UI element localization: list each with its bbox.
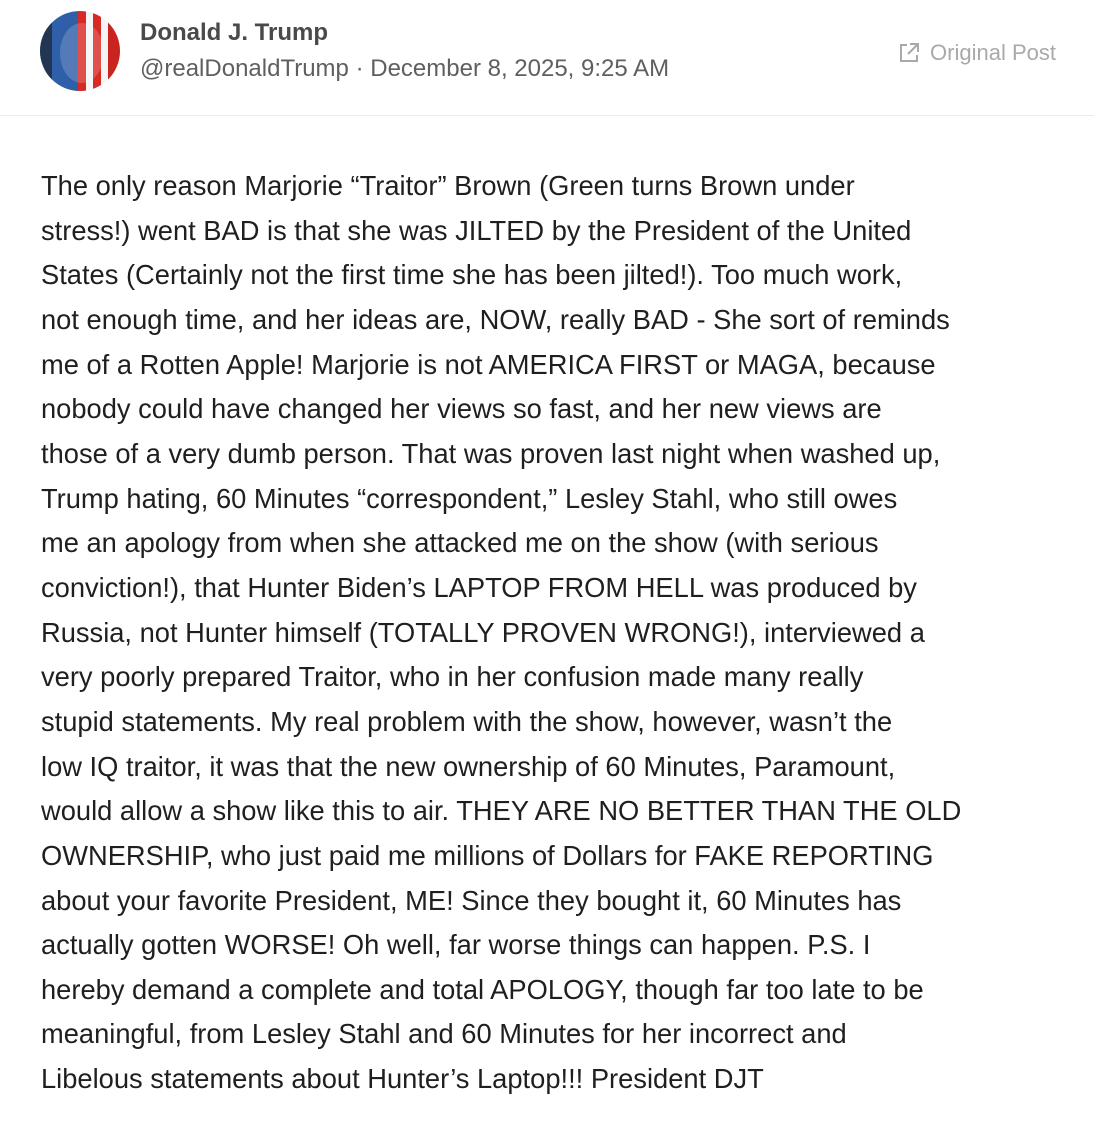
post-text-line: The only reason Marjorie “Traitor” Brown (Green turns Brown under (41, 170, 855, 201)
avatar[interactable] (40, 11, 120, 91)
post-meta (140, 55, 669, 83)
post-text-line: Russia, not Hunter himself (TOTALLY PROVEN WRONG!), interviewed a (41, 616, 925, 648)
post-text-line: stupid statements. My real problem with the show, however, wasn’t the (41, 705, 893, 737)
post-text-line: me an apology from when she attacked me on the show (with serious (41, 527, 879, 559)
post-text-line: OWNERSHIP, who just paid me millions of Dollars for FAKE REPORTING (41, 839, 934, 871)
post-header (0, 0, 1094, 116)
post-text-line: States (Certainly not the first time she has been jilted!). Too much work, (41, 259, 903, 291)
post-text-line: not enough time, and her ideas are, NOW, really BAD - She sort of reminds (41, 303, 950, 335)
post-text-line: very poorly prepared Traitor, who in her confusion made many really (41, 661, 864, 693)
post-text-line: conviction!), that Hunter Biden’s LAPTOP FROM HELL was produced by (41, 571, 917, 603)
post-text-line: would allow a show like this to air. THEY ARE NO BETTER THAN THE OLD (41, 795, 962, 827)
post-text-line: me of a Rotten Apple! Marjorie is not AMERICA FIRST or MAGA, because (41, 348, 936, 380)
post-text-line: Libelous statements about Hunter’s Laptop!!! President DJT (41, 1063, 764, 1095)
post-text-line: Trump hating, 60 Minutes “correspondent,” Lesley Stahl, who still owes (41, 482, 898, 514)
post-text-line: low IQ traitor, it was that the new ownership of 60 Minutes, Paramount, (41, 750, 896, 782)
post-timestamp: December 8, 2025, 9:25 AM (370, 55, 670, 82)
external-link-icon (898, 42, 920, 64)
post-text-line: stress!) went BAD is that she was JILTED by the President of the United (41, 214, 912, 246)
meta-separator: · (355, 55, 364, 82)
post-text-line: about your favorite President, ME! Since they bought it, 60 Minutes has (41, 884, 902, 916)
original-post-label: Original Post (930, 40, 1056, 65)
author-name[interactable]: Donald J. Trump (140, 19, 329, 46)
original-post-link[interactable] (898, 40, 1056, 66)
post-text-line: those of a very dumb person. That was proven last night when washed up, (41, 437, 941, 469)
post-text-line: nobody could have changed her views so fast, and her new views are (41, 393, 882, 425)
post-text-line: meaningful, from Lesley Stahl and 60 Minutes for her incorrect and (41, 1018, 847, 1050)
post-text-line: actually gotten WORSE! Oh well, far worse things can happen. P.S. I (41, 929, 871, 961)
post-text-line: hereby demand a complete and total APOLOGY, though far too late to be (41, 973, 924, 1005)
author-handle[interactable]: @realDonaldTrump (140, 55, 349, 82)
avatar-flag-portrait-icon (40, 11, 120, 91)
post-body (41, 164, 961, 1102)
